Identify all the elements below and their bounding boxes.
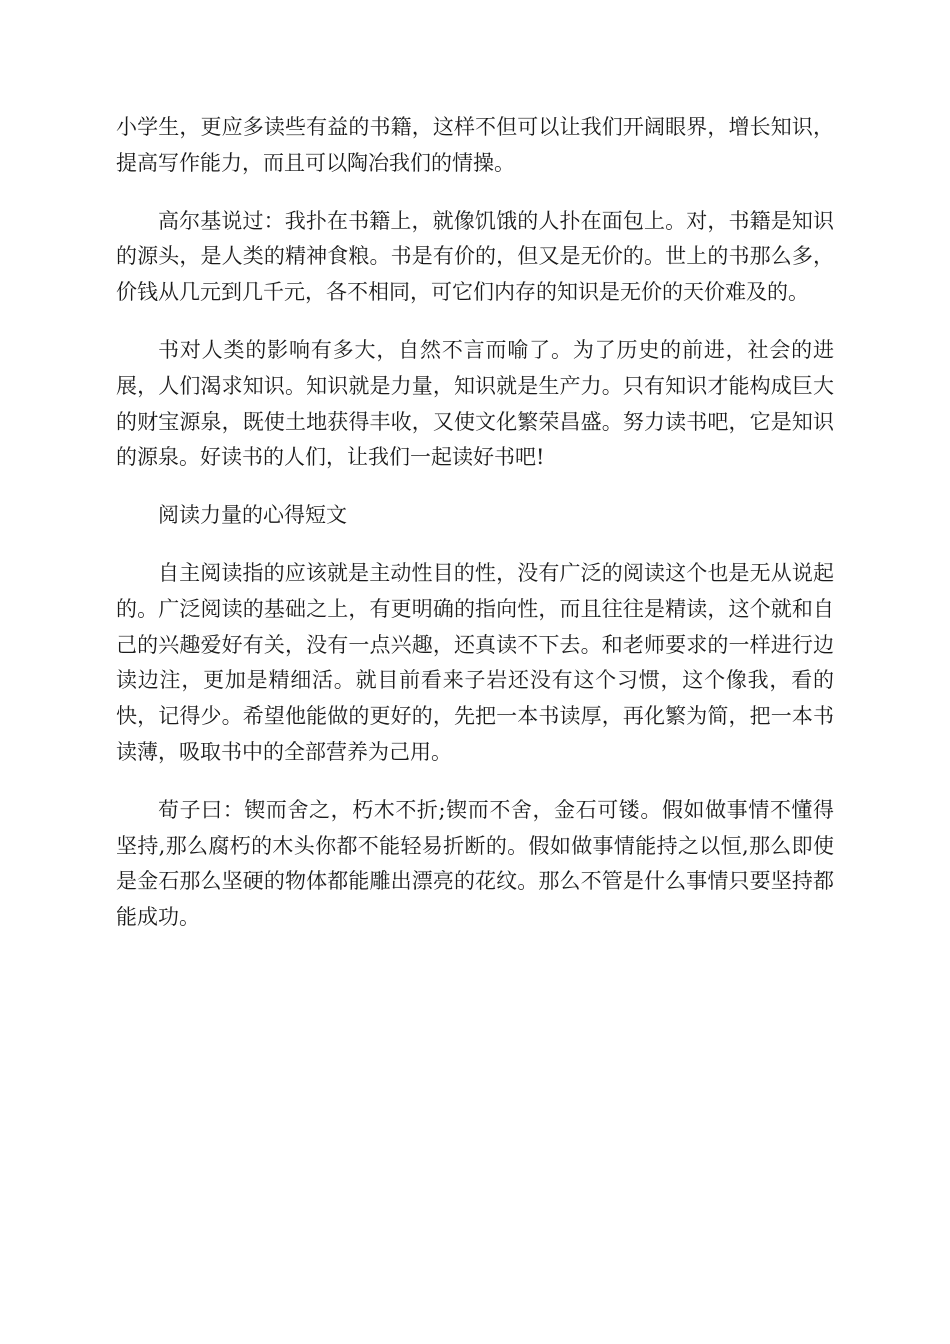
paragraph-spacer bbox=[116, 476, 834, 498]
paragraph-5: 荀子曰：锲而舍之，朽木不折;锲而不舍，金石可镂。假如做事情不懂得坚持,那么腐朽的木头你都不能轻易折断的。假如做事情能持之以恒,那么即使是金石那么坚硬的物体都能雕出漂亮的花纹。那么不管是什么事情只要坚持都能成功。 bbox=[116, 797, 834, 930]
paragraph-1: 小学生，更应多读些有益的书籍，这样不但可以让我们开阔眼界，增长知识，提高写作能力，而且可以陶冶我们的情操。 bbox=[116, 115, 834, 175]
paragraph-2: 高尔基说过：我扑在书籍上，就像饥饿的人扑在面包上。对，书籍是知识的源头，是人类的精神食粮。书是有价的，但又是无价的。世上的书那么多，价钱从几元到几千元，各不相同，可它们内存的知识是无价的天价难及的。 bbox=[116, 208, 834, 305]
paragraph-3: 书对人类的影响有多大，自然不言而喻了。为了历史的前进，社会的进展，人们渴求知识。知识就是力量，知识就是生产力。只有知识才能构成巨大的财宝源泉，既使土地获得丰收，又使文化繁荣昌盛。努力读书吧，它是知识的源泉。好读书的人们，让我们一起读好书吧! bbox=[116, 337, 834, 470]
paragraph-spacer bbox=[116, 311, 834, 333]
paragraph-spacer bbox=[116, 771, 834, 793]
section-heading: 阅读力量的心得短文 bbox=[158, 503, 347, 528]
paragraph-4: 自主阅读指的应该就是主动性目的性，没有广泛的阅读这个也是无从说起的。广泛阅读的基础之上，有更明确的指向性，而且往往是精读，这个就和自己的兴趣爱好有关，没有一点兴趣，还真读不下去。和老师要求的一样进行边读边注，更加是精细活。就目前看来子岩还没有这个习惯，这个像我，看的快，记得少。希望他能做的更好的，先把一本书读厚，再化繁为简，把一本书读薄，吸取书中的全部营养为己用。 bbox=[116, 560, 834, 764]
document-page bbox=[116, 110, 834, 936]
paragraph-spacer bbox=[116, 534, 834, 556]
paragraph-spacer bbox=[116, 182, 834, 204]
